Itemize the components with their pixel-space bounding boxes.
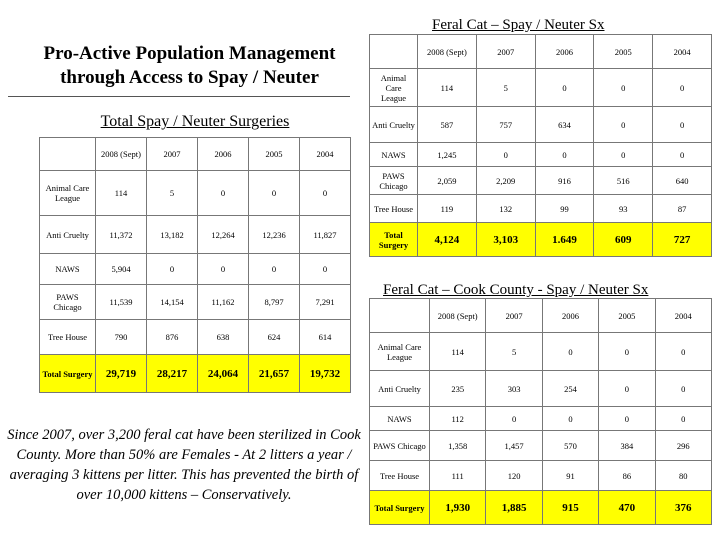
table-cell: 21,657 xyxy=(249,355,300,393)
table-cell: 0 xyxy=(655,407,711,431)
row-label: Total Surgery xyxy=(370,491,430,525)
table-cell: 5 xyxy=(476,69,535,107)
total-table-title: Total Spay / Neuter Surgeries xyxy=(100,113,290,130)
table-cell: 634 xyxy=(535,107,594,143)
row-label: Anti Cruelty xyxy=(370,107,418,143)
table-cell: 254 xyxy=(542,371,598,407)
row-label: NAWS xyxy=(370,407,430,431)
table-cell: 1,457 xyxy=(486,431,542,461)
table-row xyxy=(40,216,351,254)
table-row xyxy=(40,320,351,355)
table-cell: 470 xyxy=(599,491,655,525)
column-header: 2006 xyxy=(198,138,249,171)
column-header: 2006 xyxy=(535,35,594,69)
total-surgeries-table xyxy=(39,137,351,393)
table-cell: 0 xyxy=(300,171,351,216)
table-cell: 0 xyxy=(198,254,249,285)
table-cell: 0 xyxy=(147,254,198,285)
table-cell: 0 xyxy=(653,143,712,167)
table-cell: 1.649 xyxy=(535,223,594,257)
table-cell: 2,059 xyxy=(418,167,477,195)
table-cell: 516 xyxy=(594,167,653,195)
table-cell: 0 xyxy=(599,407,655,431)
row-label: Animal Care League xyxy=(370,69,418,107)
table-cell: 587 xyxy=(418,107,477,143)
table-row xyxy=(40,285,351,320)
table-cell: 0 xyxy=(599,333,655,371)
row-label: Tree House xyxy=(370,195,418,223)
table-cell: 13,182 xyxy=(147,216,198,254)
title-divider xyxy=(8,96,350,97)
table-cell: 28,217 xyxy=(147,355,198,393)
column-header: 2008 (Sept) xyxy=(96,138,147,171)
table-cell: 0 xyxy=(653,69,712,107)
table-cell: 916 xyxy=(535,167,594,195)
row-label: Anti Cruelty xyxy=(370,371,430,407)
table-cell: 29,719 xyxy=(96,355,147,393)
table-cell: 24,064 xyxy=(198,355,249,393)
column-header: 2008 (Sept) xyxy=(430,299,486,333)
table-cell: 0 xyxy=(198,171,249,216)
table-cell: 1,885 xyxy=(486,491,542,525)
table-row xyxy=(40,254,351,285)
sterilization-note: Since 2007, over 3,200 feral cat have been sterilized in Cook County. More than 50% are Females - At 2 litters a year / averaging 3 kittens per litter. This has prevented the birth of over 10,000 kittens – Conservatively. xyxy=(7,427,361,503)
table-cell: 111 xyxy=(430,461,486,491)
table-row xyxy=(370,461,712,491)
column-header: 2007 xyxy=(476,35,535,69)
table-cell: 570 xyxy=(542,431,598,461)
table-cell: 0 xyxy=(249,171,300,216)
table-row xyxy=(370,431,712,461)
table-cell: 0 xyxy=(655,333,711,371)
table-cell: 5 xyxy=(486,333,542,371)
table-cell: 12,236 xyxy=(249,216,300,254)
row-label: Tree House xyxy=(40,320,96,355)
table-cell: 640 xyxy=(653,167,712,195)
row-label: Animal Care League xyxy=(370,333,430,371)
row-label: Total Surgery xyxy=(40,355,96,393)
table-cell: 86 xyxy=(599,461,655,491)
table-cell: 8,797 xyxy=(249,285,300,320)
row-label: PAWS Chicago xyxy=(370,431,430,461)
table-cell: 4,124 xyxy=(418,223,477,257)
table-cell: 7,291 xyxy=(300,285,351,320)
table-cell: 1,930 xyxy=(430,491,486,525)
table-cell: 80 xyxy=(655,461,711,491)
row-label: Tree House xyxy=(370,461,430,491)
table-cell: 2,209 xyxy=(476,167,535,195)
table-cell: 235 xyxy=(430,371,486,407)
table-cell: 638 xyxy=(198,320,249,355)
table-cell: 0 xyxy=(476,143,535,167)
table-cell: 0 xyxy=(594,143,653,167)
table-corner xyxy=(370,299,430,333)
table-cell: 0 xyxy=(300,254,351,285)
column-header: 2005 xyxy=(594,35,653,69)
table-cell: 5 xyxy=(147,171,198,216)
table-cell: 119 xyxy=(418,195,477,223)
table-cell: 11,827 xyxy=(300,216,351,254)
row-label: Total Surgery xyxy=(370,223,418,257)
table-cell: 790 xyxy=(96,320,147,355)
table-cell: 132 xyxy=(476,195,535,223)
page-title: Pro-Active Population Management through Access to Spay / Neuter xyxy=(43,43,336,88)
column-header: 2004 xyxy=(655,299,711,333)
column-header: 2008 (Sept) xyxy=(418,35,477,69)
column-header: 2004 xyxy=(653,35,712,69)
table-corner xyxy=(370,35,418,69)
table-row xyxy=(370,195,712,223)
table-cell: 11,539 xyxy=(96,285,147,320)
row-label: Anti Cruelty xyxy=(40,216,96,254)
table-row xyxy=(370,371,712,407)
table-cell: 3,103 xyxy=(476,223,535,257)
column-header: 2005 xyxy=(249,138,300,171)
table-cell: 384 xyxy=(599,431,655,461)
table-cell: 120 xyxy=(486,461,542,491)
table-cell: 112 xyxy=(430,407,486,431)
row-label: PAWS Chicago xyxy=(370,167,418,195)
table-cell: 14,154 xyxy=(147,285,198,320)
feral-table-title: Feral Cat – Spay / Neuter Sx xyxy=(432,17,605,33)
table-cell: 12,264 xyxy=(198,216,249,254)
table-row xyxy=(370,143,712,167)
table-row xyxy=(370,333,712,371)
table-cell: 303 xyxy=(486,371,542,407)
table-cell: 1,245 xyxy=(418,143,477,167)
table-cell: 93 xyxy=(594,195,653,223)
table-corner xyxy=(40,138,96,171)
table-cell: 0 xyxy=(542,333,598,371)
table-cell: 0 xyxy=(594,69,653,107)
column-header: 2004 xyxy=(300,138,351,171)
table-cell: 296 xyxy=(655,431,711,461)
column-header: 2005 xyxy=(599,299,655,333)
table-row xyxy=(370,167,712,195)
row-label: PAWS Chicago xyxy=(40,285,96,320)
cook-county-table-title: Feral Cat – Cook County - Spay / Neuter Sx xyxy=(383,282,649,298)
table-cell: 0 xyxy=(535,143,594,167)
table-cell: 0 xyxy=(594,107,653,143)
table-cell: 11,162 xyxy=(198,285,249,320)
table-cell: 0 xyxy=(486,407,542,431)
table-cell: 624 xyxy=(249,320,300,355)
table-row xyxy=(40,355,351,393)
table-row xyxy=(370,107,712,143)
row-label: NAWS xyxy=(370,143,418,167)
table-row xyxy=(370,407,712,431)
table-cell: 0 xyxy=(653,107,712,143)
table-cell: 757 xyxy=(476,107,535,143)
table-row xyxy=(370,69,712,107)
table-row xyxy=(40,171,351,216)
table-cell: 0 xyxy=(655,371,711,407)
table-cell: 376 xyxy=(655,491,711,525)
cook-county-spay-neuter-table xyxy=(369,298,712,525)
table-cell: 5,904 xyxy=(96,254,147,285)
table-cell: 99 xyxy=(535,195,594,223)
table-row xyxy=(370,223,712,257)
column-header: 2007 xyxy=(147,138,198,171)
feral-spay-neuter-table xyxy=(369,34,712,257)
table-cell: 876 xyxy=(147,320,198,355)
table-cell: 11,372 xyxy=(96,216,147,254)
table-cell: 0 xyxy=(599,371,655,407)
table-cell: 1,358 xyxy=(430,431,486,461)
table-cell: 91 xyxy=(542,461,598,491)
table-cell: 727 xyxy=(653,223,712,257)
table-cell: 114 xyxy=(418,69,477,107)
table-cell: 0 xyxy=(542,407,598,431)
table-cell: 0 xyxy=(249,254,300,285)
column-header: 2007 xyxy=(486,299,542,333)
table-cell: 114 xyxy=(430,333,486,371)
table-row xyxy=(370,491,712,525)
table-cell: 114 xyxy=(96,171,147,216)
table-cell: 614 xyxy=(300,320,351,355)
column-header: 2006 xyxy=(542,299,598,333)
row-label: NAWS xyxy=(40,254,96,285)
table-cell: 915 xyxy=(542,491,598,525)
table-cell: 87 xyxy=(653,195,712,223)
table-cell: 609 xyxy=(594,223,653,257)
table-cell: 19,732 xyxy=(300,355,351,393)
row-label: Animal Care League xyxy=(40,171,96,216)
table-cell: 0 xyxy=(535,69,594,107)
